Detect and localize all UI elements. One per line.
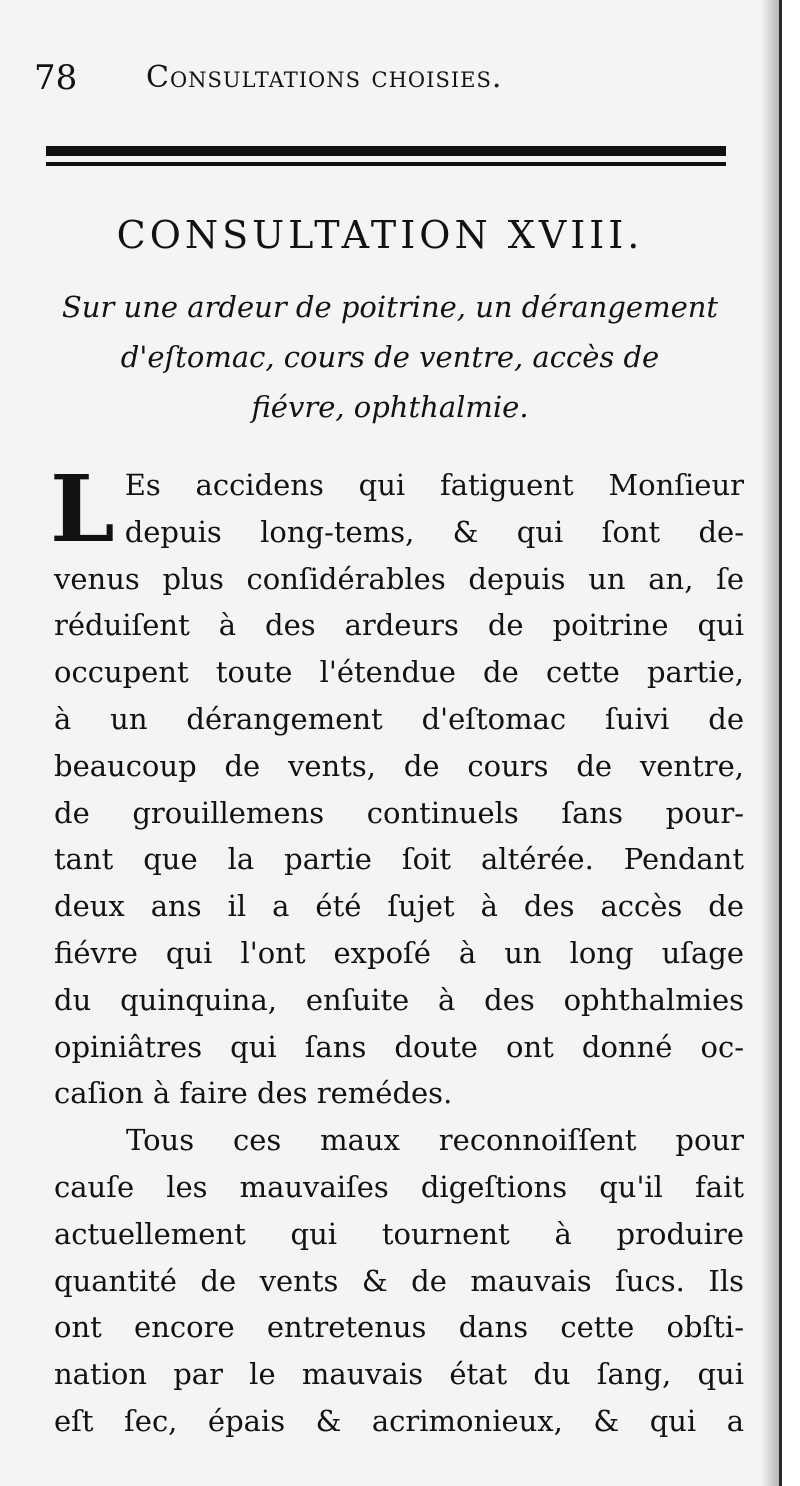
- subtitle-line: d'eſtomac, cours de ventre, accès de: [120, 340, 660, 374]
- text-line: réduiſent à des ardeurs de poitrine qui: [54, 608, 744, 643]
- text-line: actuellement qui tournent à produire: [54, 1216, 744, 1251]
- section-heading: CONSULTATION XVIII.: [116, 213, 644, 257]
- text-line: deux ans il a été ſujet à des accès de: [54, 889, 744, 924]
- text-line: venus plus conſidérables depuis un an, ſe: [54, 561, 744, 596]
- drop-cap: L: [50, 455, 115, 563]
- page-edge-shadow: [761, 0, 779, 1486]
- text-line: ont encore entretenus dans cette obſti-: [54, 1310, 744, 1345]
- running-title: Consultations choisies.: [146, 60, 503, 95]
- section-subtitle: [40, 282, 740, 432]
- header-rule-thin: [46, 162, 726, 166]
- subtitle-line: fiévre, ophthalmie.: [251, 390, 529, 424]
- page-number: 78: [34, 58, 78, 98]
- text-line: depuis long-tems, & qui ſont de-: [124, 514, 744, 549]
- text-line: occupent toute l'étendue de cette partie,: [54, 655, 744, 690]
- text-line: Tous ces maux reconnoiſſent pour: [126, 1123, 744, 1158]
- running-head: [34, 56, 734, 100]
- text-line: cauſe les mauvaiſes digeſtions qu'il fait: [54, 1169, 744, 1204]
- text-line: eſt ſec, épais & acrimonieux, & qui a: [54, 1403, 744, 1438]
- header-rule-thick: [46, 146, 726, 156]
- text-line: quantité de vents & de mauvais ſucs. Ils: [54, 1263, 744, 1298]
- text-line: de grouillemens continuels ſans pour-: [54, 795, 744, 830]
- text-line: du quinquina, enſuite à des ophthalmies: [54, 982, 744, 1017]
- subtitle-line: Sur une ardeur de poitrine, un dérangement: [61, 290, 719, 324]
- text-line: tant que la partie ſoit altérée. Pendant: [54, 842, 744, 877]
- text-line: fiévre qui l'ont expoſé à un long uſage: [54, 935, 744, 970]
- text-line: Es accidens qui fatiguent Monſieur: [124, 468, 744, 502]
- body-text: [50, 455, 744, 1445]
- text-line: beaucoup de vents, de cours de ventre,: [54, 748, 744, 783]
- text-line: à un dérangement d'eſtomac ſuivi de: [54, 701, 744, 736]
- text-line: nation par le mauvais état du ſang, qui: [54, 1357, 744, 1392]
- text-line: opiniâtres qui ſans doute ont donné oc-: [54, 1029, 744, 1064]
- text-line: caſion à faire des remédes.: [54, 1076, 453, 1111]
